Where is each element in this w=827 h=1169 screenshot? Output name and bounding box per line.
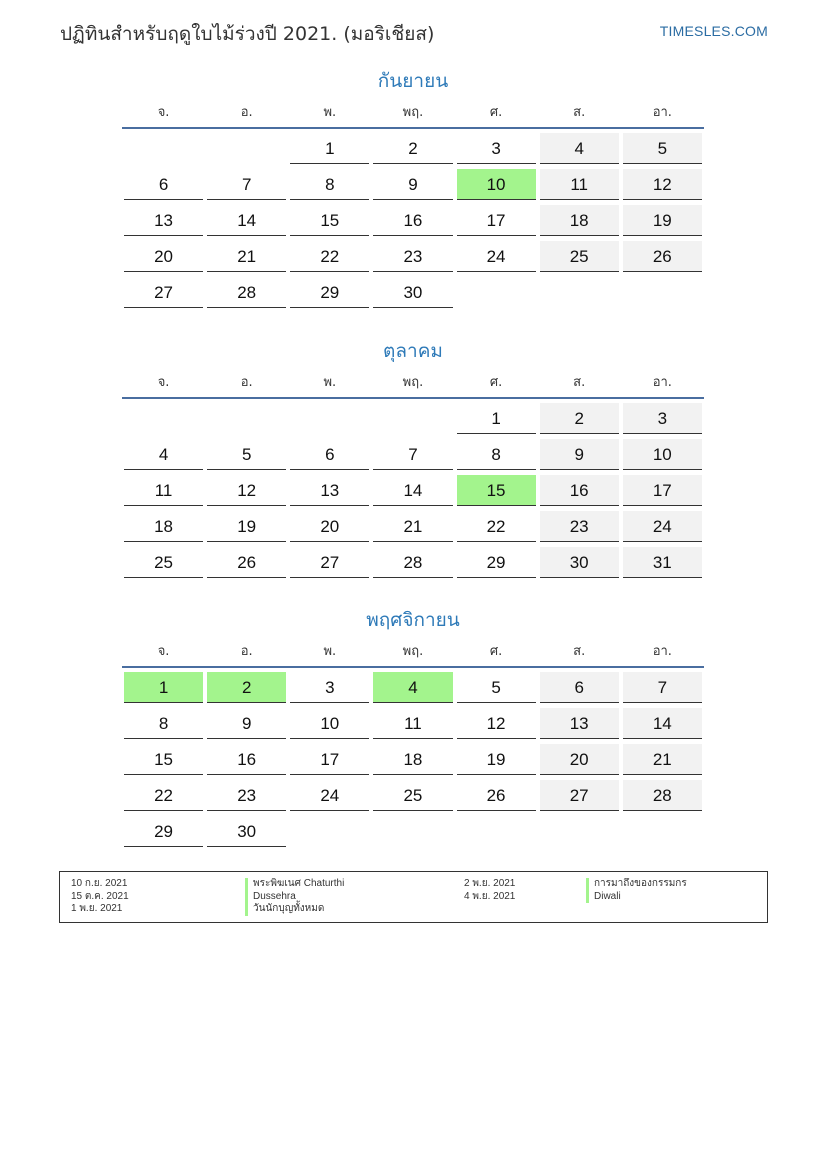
- day-cell[interactable]: [288, 708, 371, 744]
- day-cell[interactable]: [205, 547, 288, 583]
- legend-dates-left: [71, 878, 129, 916]
- day-number: 30: [207, 816, 286, 847]
- day-number: 22: [124, 780, 203, 811]
- day-cell[interactable]: [205, 475, 288, 511]
- day-number: 12: [623, 169, 702, 200]
- day-cell[interactable]: [288, 475, 371, 511]
- day-number: 7: [623, 672, 702, 703]
- day-number: 3: [457, 133, 536, 164]
- week-row: [122, 780, 704, 816]
- day-number: 8: [457, 439, 536, 470]
- legend-dates-right: [464, 878, 515, 903]
- day-number: 20: [124, 241, 203, 272]
- empty-cell: [371, 403, 454, 439]
- day-cell[interactable]: [205, 780, 288, 816]
- day-number: 19: [457, 744, 536, 775]
- day-number: 29: [124, 816, 203, 847]
- day-cell[interactable]: [371, 241, 454, 277]
- empty-cell: [205, 403, 288, 439]
- week-row: [122, 205, 704, 241]
- weekday-label: อา.: [652, 105, 672, 120]
- month-title: พฤศจิกายน: [366, 609, 460, 631]
- weekday-label: จ.: [157, 644, 170, 659]
- day-number: 28: [373, 547, 452, 578]
- day-cell[interactable]: [205, 241, 288, 277]
- day-cell[interactable]: [371, 708, 454, 744]
- weekday-label: ศ.: [489, 105, 503, 120]
- empty-cell: [455, 816, 538, 852]
- week-row: [122, 547, 704, 583]
- day-number: 29: [457, 547, 536, 578]
- day-cell[interactable]: [538, 403, 621, 439]
- day-number: 26: [457, 780, 536, 811]
- day-number: 3: [623, 403, 702, 434]
- empty-cell: [205, 133, 288, 169]
- empty-cell: [455, 277, 538, 313]
- day-cell[interactable]: [205, 511, 288, 547]
- day-number: 28: [623, 780, 702, 811]
- page-title: ปฏิทินสำหรับฤดูใบไม้ร่วงปี 2021. (มอริเชียส): [60, 23, 435, 45]
- day-number: 20: [290, 511, 369, 542]
- brand-logo[interactable]: TIMESLES.COM: [659, 23, 768, 39]
- legend-holiday-name: การมาถึงของกรรมกร: [586, 878, 687, 891]
- empty-cell: [538, 277, 621, 313]
- day-number: 4: [124, 439, 203, 470]
- day-cell[interactable]: [455, 672, 538, 708]
- weekday-label: พฤ.: [402, 375, 424, 390]
- day-cell[interactable]: [122, 816, 205, 852]
- week-row: [122, 403, 704, 439]
- day-number: 13: [290, 475, 369, 506]
- day-number: 11: [124, 475, 203, 506]
- day-number: 29: [290, 277, 369, 308]
- day-cell[interactable]: [538, 475, 621, 511]
- day-number: 19: [623, 205, 702, 236]
- month-calendar: [122, 334, 704, 583]
- day-cell[interactable]: [538, 511, 621, 547]
- week-row: [122, 241, 704, 277]
- day-cell[interactable]: [621, 439, 704, 475]
- day-number: 7: [207, 169, 286, 200]
- day-cell[interactable]: [288, 439, 371, 475]
- day-cell[interactable]: [371, 439, 454, 475]
- day-number: 17: [290, 744, 369, 775]
- day-number: 9: [540, 439, 619, 470]
- empty-cell: [621, 816, 704, 852]
- day-number: 15: [290, 205, 369, 236]
- empty-cell: [538, 816, 621, 852]
- day-number: 27: [290, 547, 369, 578]
- legend-names-right: [586, 878, 687, 903]
- weekday-label: อา.: [652, 644, 672, 659]
- day-cell[interactable]: [538, 241, 621, 277]
- day-cell[interactable]: [288, 277, 371, 313]
- day-cell[interactable]: [371, 672, 454, 708]
- month-title: ตุลาคม: [383, 340, 443, 362]
- day-number: 20: [540, 744, 619, 775]
- week-row: [122, 744, 704, 780]
- day-number: 28: [207, 277, 286, 308]
- day-cell[interactable]: [538, 439, 621, 475]
- day-number: 10: [457, 169, 536, 200]
- weekday-label: พฤ.: [402, 644, 424, 659]
- weekday-label: ศ.: [489, 375, 503, 390]
- day-cell[interactable]: [288, 205, 371, 241]
- day-cell[interactable]: [288, 133, 371, 169]
- day-number: 19: [207, 511, 286, 542]
- day-cell[interactable]: [455, 744, 538, 780]
- day-cell[interactable]: [538, 672, 621, 708]
- day-cell[interactable]: [205, 672, 288, 708]
- day-number: 8: [290, 169, 369, 200]
- legend-date: 4 พ.ย. 2021: [464, 890, 516, 902]
- day-cell[interactable]: [288, 169, 371, 205]
- day-cell[interactable]: [122, 475, 205, 511]
- weekday-label: อา.: [652, 375, 672, 390]
- day-number: 1: [457, 403, 536, 434]
- day-cell[interactable]: [538, 205, 621, 241]
- legend-date: 2 พ.ย. 2021: [464, 878, 516, 889]
- week-row: [122, 439, 704, 475]
- day-number: 12: [457, 708, 536, 739]
- day-number: 15: [124, 744, 203, 775]
- day-number: 1: [290, 133, 369, 164]
- day-number: 11: [373, 708, 452, 739]
- weekday-header: [122, 98, 704, 129]
- day-cell[interactable]: [455, 403, 538, 439]
- day-number: 14: [207, 205, 286, 236]
- day-number: 18: [373, 744, 452, 775]
- day-cell[interactable]: [538, 744, 621, 780]
- day-number: 14: [623, 708, 702, 739]
- day-number: 25: [540, 241, 619, 272]
- day-cell[interactable]: [122, 547, 205, 583]
- day-cell[interactable]: [455, 241, 538, 277]
- day-number: 5: [207, 439, 286, 470]
- legend-names-left: [245, 878, 344, 916]
- day-number: 7: [373, 439, 452, 470]
- day-cell[interactable]: [371, 511, 454, 547]
- empty-cell: [288, 403, 371, 439]
- day-number: 4: [373, 672, 452, 703]
- day-number: 22: [457, 511, 536, 542]
- day-number: 6: [540, 672, 619, 703]
- day-cell[interactable]: [122, 439, 205, 475]
- week-row: [122, 277, 704, 313]
- month-title: กันยายน: [377, 70, 449, 92]
- day-number: 11: [540, 169, 619, 200]
- holiday-legend: [59, 871, 768, 923]
- day-number: 30: [373, 277, 452, 308]
- day-cell[interactable]: [371, 205, 454, 241]
- day-cell[interactable]: [288, 547, 371, 583]
- day-number: 9: [373, 169, 452, 200]
- day-cell[interactable]: [122, 780, 205, 816]
- day-cell[interactable]: [205, 744, 288, 780]
- week-row: [122, 475, 704, 511]
- day-cell[interactable]: [122, 205, 205, 241]
- weekday-label: ส.: [573, 105, 586, 120]
- day-number: 17: [457, 205, 536, 236]
- day-cell[interactable]: [205, 277, 288, 313]
- day-cell[interactable]: [621, 169, 704, 205]
- week-row: [122, 133, 704, 169]
- legend-holiday-name: วันนักบุญทั้งหมด: [245, 903, 344, 916]
- day-number: 2: [373, 133, 452, 164]
- day-number: 24: [457, 241, 536, 272]
- day-cell[interactable]: [122, 511, 205, 547]
- day-number: 1: [124, 672, 203, 703]
- day-number: 23: [373, 241, 452, 272]
- day-cell[interactable]: [205, 708, 288, 744]
- day-number: 13: [540, 708, 619, 739]
- day-cell[interactable]: [538, 169, 621, 205]
- day-number: 5: [623, 133, 702, 164]
- day-number: 4: [540, 133, 619, 164]
- day-number: 30: [540, 547, 619, 578]
- empty-cell: [122, 133, 205, 169]
- day-number: 26: [207, 547, 286, 578]
- legend-holiday-name: Diwali: [586, 891, 687, 904]
- day-number: 24: [290, 780, 369, 811]
- week-row: [122, 169, 704, 205]
- day-cell[interactable]: [122, 277, 205, 313]
- day-number: 5: [457, 672, 536, 703]
- day-cell[interactable]: [288, 241, 371, 277]
- day-cell[interactable]: [371, 780, 454, 816]
- day-cell[interactable]: [621, 780, 704, 816]
- day-number: 31: [623, 547, 702, 578]
- day-cell[interactable]: [621, 744, 704, 780]
- weekday-label: จ.: [157, 375, 170, 390]
- day-cell[interactable]: [455, 169, 538, 205]
- week-row: [122, 708, 704, 744]
- month-calendar: [122, 603, 704, 852]
- day-number: 17: [623, 475, 702, 506]
- day-cell[interactable]: [205, 169, 288, 205]
- weekday-label: อ.: [240, 644, 253, 659]
- day-cell[interactable]: [288, 672, 371, 708]
- day-number: 15: [457, 475, 536, 506]
- day-number: 10: [290, 708, 369, 739]
- legend-holiday-name: พระพิฆเนศ Chaturthi: [245, 878, 344, 891]
- legend-date: 10 ก.ย. 2021: [71, 878, 128, 889]
- day-number: 25: [373, 780, 452, 811]
- day-cell[interactable]: [371, 133, 454, 169]
- weekday-label: พ.: [323, 105, 337, 120]
- empty-cell: [288, 816, 371, 852]
- day-number: 23: [540, 511, 619, 542]
- day-cell[interactable]: [621, 205, 704, 241]
- day-number: 3: [290, 672, 369, 703]
- day-number: 21: [623, 744, 702, 775]
- day-cell[interactable]: [538, 780, 621, 816]
- weekday-label: อ.: [240, 375, 253, 390]
- day-number: 22: [290, 241, 369, 272]
- day-number: 10: [623, 439, 702, 470]
- legend-holiday-name: Dussehra: [245, 891, 344, 904]
- day-cell[interactable]: [122, 708, 205, 744]
- day-cell[interactable]: [455, 475, 538, 511]
- day-number: 16: [207, 744, 286, 775]
- day-number: 21: [207, 241, 286, 272]
- day-number: 18: [540, 205, 619, 236]
- day-number: 13: [124, 205, 203, 236]
- day-number: 6: [124, 169, 203, 200]
- day-cell[interactable]: [621, 511, 704, 547]
- legend-date: 1 พ.ย. 2021: [71, 903, 123, 914]
- day-cell[interactable]: [122, 744, 205, 780]
- weekday-header: [122, 637, 704, 668]
- day-cell[interactable]: [621, 547, 704, 583]
- weekday-label: ส.: [573, 375, 586, 390]
- day-number: 2: [540, 403, 619, 434]
- day-cell[interactable]: [371, 169, 454, 205]
- day-cell[interactable]: [621, 708, 704, 744]
- day-cell[interactable]: [205, 205, 288, 241]
- day-cell[interactable]: [122, 672, 205, 708]
- weekday-label: จ.: [157, 105, 170, 120]
- day-cell[interactable]: [455, 547, 538, 583]
- day-number: 21: [373, 511, 452, 542]
- day-cell[interactable]: [371, 475, 454, 511]
- week-row: [122, 511, 704, 547]
- weekday-label: พ.: [323, 375, 337, 390]
- weekday-label: พฤ.: [402, 105, 424, 120]
- day-number: 26: [623, 241, 702, 272]
- day-cell[interactable]: [288, 780, 371, 816]
- day-number: 12: [207, 475, 286, 506]
- legend-date: 15 ต.ค. 2021: [71, 890, 129, 902]
- day-cell[interactable]: [538, 133, 621, 169]
- weekday-label: ส.: [573, 644, 586, 659]
- day-number: 16: [540, 475, 619, 506]
- weekday-label: อ.: [240, 105, 253, 120]
- day-number: 14: [373, 475, 452, 506]
- day-cell[interactable]: [455, 439, 538, 475]
- day-cell[interactable]: [288, 744, 371, 780]
- day-number: 23: [207, 780, 286, 811]
- day-number: 27: [124, 277, 203, 308]
- day-number: 24: [623, 511, 702, 542]
- day-cell[interactable]: [621, 475, 704, 511]
- day-number: 9: [207, 708, 286, 739]
- day-cell[interactable]: [455, 205, 538, 241]
- day-number: 16: [373, 205, 452, 236]
- day-number: 18: [124, 511, 203, 542]
- empty-cell: [371, 816, 454, 852]
- weekday-label: ศ.: [489, 644, 503, 659]
- day-cell[interactable]: [538, 708, 621, 744]
- day-cell[interactable]: [122, 241, 205, 277]
- day-cell[interactable]: [455, 133, 538, 169]
- day-cell[interactable]: [621, 403, 704, 439]
- day-cell[interactable]: [205, 816, 288, 852]
- day-cell[interactable]: [455, 511, 538, 547]
- day-cell[interactable]: [371, 547, 454, 583]
- week-row: [122, 672, 704, 708]
- day-number: 6: [290, 439, 369, 470]
- weekday-header: [122, 368, 704, 399]
- day-cell[interactable]: [538, 547, 621, 583]
- empty-cell: [122, 403, 205, 439]
- day-cell[interactable]: [455, 708, 538, 744]
- day-cell[interactable]: [288, 511, 371, 547]
- day-cell[interactable]: [371, 277, 454, 313]
- month-calendar: [122, 64, 704, 313]
- day-number: 8: [124, 708, 203, 739]
- day-cell[interactable]: [455, 780, 538, 816]
- day-cell[interactable]: [371, 744, 454, 780]
- week-row: [122, 816, 704, 852]
- empty-cell: [621, 277, 704, 313]
- day-number: 2: [207, 672, 286, 703]
- day-cell[interactable]: [205, 439, 288, 475]
- day-cell[interactable]: [621, 672, 704, 708]
- day-cell[interactable]: [621, 241, 704, 277]
- day-number: 27: [540, 780, 619, 811]
- weekday-label: พ.: [323, 644, 337, 659]
- day-cell[interactable]: [621, 133, 704, 169]
- day-number: 25: [124, 547, 203, 578]
- day-cell[interactable]: [122, 169, 205, 205]
